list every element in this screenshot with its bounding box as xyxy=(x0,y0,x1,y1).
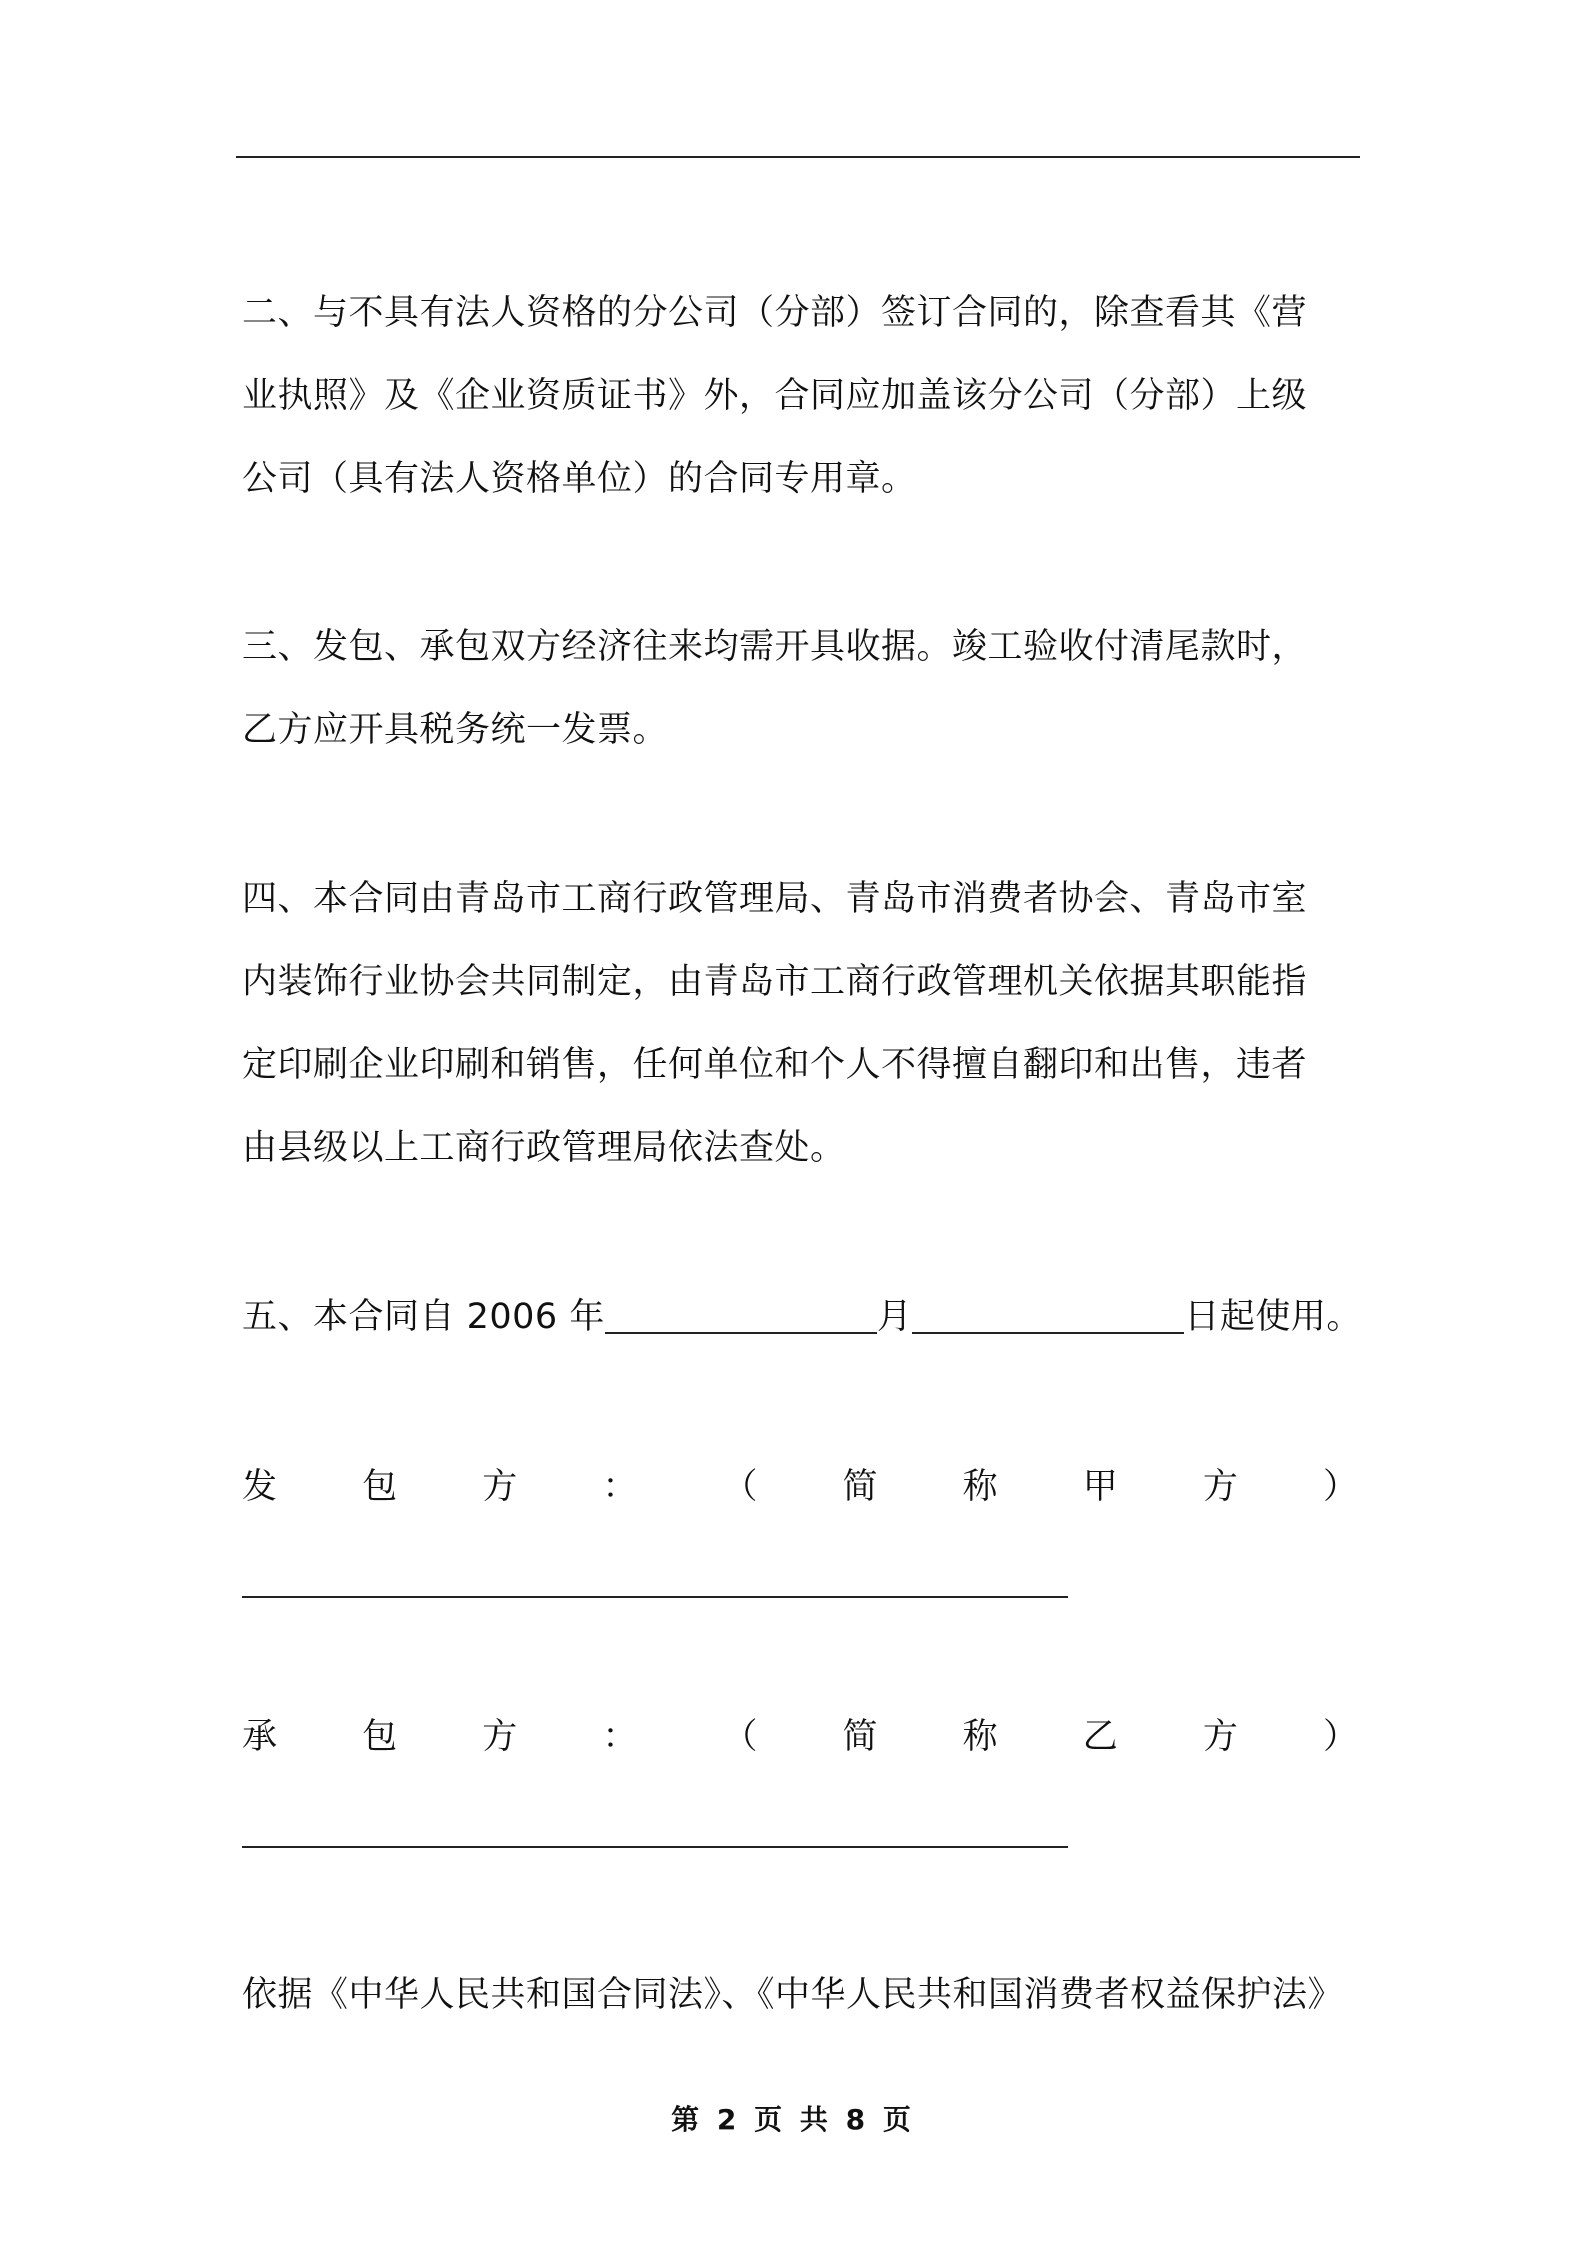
clause-two-line: 业执照》及《企业资质证书》外，合同应加盖该分公司（分部）上级 xyxy=(242,376,1308,416)
clause-four-line: 四、本合同由青岛市工商行政管理局、青岛市消费者协会、青岛市室 xyxy=(242,879,1308,919)
day-blank[interactable] xyxy=(912,1292,1184,1334)
party-a-char: 方 xyxy=(1202,1467,1238,1507)
clause-four xyxy=(242,858,1360,1190)
party-b-char: 方 xyxy=(482,1717,518,1757)
header-rule xyxy=(236,156,1360,158)
clause-four-line: 内装饰行业协会共同制定，由青岛市工商行政管理机关依据其职能指 xyxy=(242,962,1308,1002)
basis-line: 依据《中华人民共和国合同法》、《中华人民共和国消费者权益保护法》 xyxy=(242,1975,1344,2015)
clause-three-line: 三、发包、承包双方经济往来均需开具收据。竣工验收付清尾款时， xyxy=(242,627,1308,667)
party-a-char: 包 xyxy=(362,1467,398,1507)
party-a-char: 甲 xyxy=(1082,1467,1118,1507)
clause-two-line: 公司（具有法人资格单位）的合同专用章。 xyxy=(242,459,917,499)
clause-two-line: 二、与不具有法人资格的分公司（分部）签订合同的，除查看其《营 xyxy=(242,293,1308,333)
party-b-label xyxy=(242,1712,1358,1762)
clause-three-line: 乙方应开具税务统一发票。 xyxy=(242,710,669,750)
party-a-char: ： xyxy=(602,1467,638,1507)
clause-five-line xyxy=(242,1276,1360,1359)
month-blank[interactable] xyxy=(605,1292,877,1334)
party-a-char: 称 xyxy=(962,1467,998,1507)
party-b-char: ： xyxy=(602,1717,638,1757)
party-b-char: 称 xyxy=(962,1717,998,1757)
clause-three xyxy=(242,606,1360,772)
party-a-char: 发 xyxy=(242,1467,278,1507)
party-a-char: （ xyxy=(722,1467,758,1507)
party-b-char: ） xyxy=(1322,1717,1358,1757)
clause-five-month: 月 xyxy=(876,1297,913,1337)
basis-paragraph xyxy=(242,1954,1360,2037)
party-b-char: 承 xyxy=(242,1717,278,1757)
clause-four-line: 定印刷企业印刷和销售，任何单位和个人不得擅自翻印和出售，违者 xyxy=(242,1045,1308,1085)
party-b-signature-blank[interactable] xyxy=(242,1846,1068,1848)
clause-two xyxy=(242,272,1360,521)
clause-four-line: 由县级以上工商行政管理局依法查处。 xyxy=(242,1128,846,1168)
party-a-char: 方 xyxy=(482,1467,518,1507)
party-b-char: 简 xyxy=(842,1717,878,1757)
clause-five-prefix: 五、本合同自 2006 年 xyxy=(242,1297,605,1337)
page-number-footer: 第 2 页 共 8 页 xyxy=(671,2103,915,2136)
party-b-char: 方 xyxy=(1202,1717,1238,1757)
party-b-char: （ xyxy=(722,1717,758,1757)
clause-five-suffix: 日起使用。 xyxy=(1184,1297,1362,1337)
party-a-char: ） xyxy=(1322,1467,1358,1507)
party-a-signature-blank[interactable] xyxy=(242,1596,1068,1598)
party-a-label xyxy=(242,1462,1358,1512)
party-b-char: 乙 xyxy=(1082,1717,1118,1757)
clause-five xyxy=(242,1276,1360,1359)
party-b-char: 包 xyxy=(362,1717,398,1757)
party-a-char: 简 xyxy=(842,1467,878,1507)
